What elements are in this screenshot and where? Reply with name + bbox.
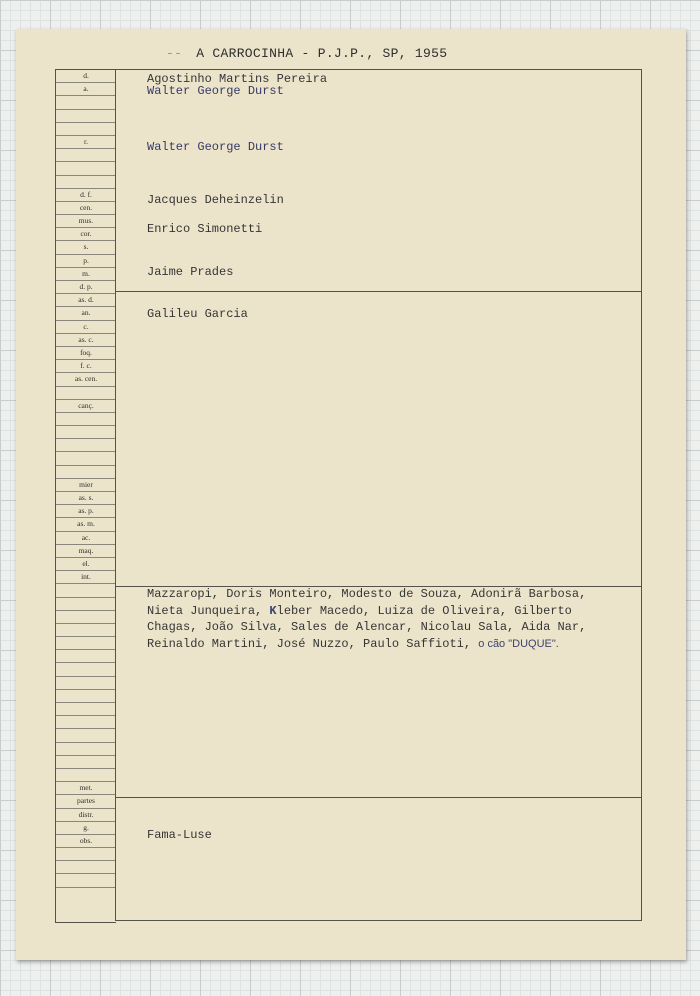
cast-line-4-tail: o cão "DUQUE". — [478, 637, 559, 650]
field-label: mus. — [56, 215, 116, 228]
field-label: as. cen. — [56, 373, 116, 386]
entry-screenplay: Walter George Durst — [147, 140, 284, 154]
entry-producer: Jaime Prades — [147, 265, 234, 279]
field-label — [56, 439, 116, 452]
field-label: cen. — [56, 202, 116, 215]
entry-director: Agostinho Martins Pereira — [147, 72, 328, 86]
film-title: A CARROCINHA - P.J.P., SP, 1955 — [196, 46, 448, 61]
field-label — [56, 387, 116, 400]
field-label — [56, 888, 116, 901]
field-label — [56, 452, 116, 465]
field-label: foq. — [56, 347, 116, 360]
field-label: met. — [56, 782, 116, 795]
field-label — [56, 861, 116, 874]
cast-line-2a: Nieta Junqueira, — [147, 603, 270, 618]
field-label: int. — [56, 571, 116, 584]
field-label — [56, 874, 116, 887]
field-label — [56, 756, 116, 769]
field-label — [56, 123, 116, 136]
credits-box — [115, 69, 642, 292]
field-label — [56, 848, 116, 861]
field-label: canç. — [56, 400, 116, 413]
field-label — [56, 624, 116, 637]
field-label — [56, 703, 116, 716]
entry-argument: Walter George Durst — [147, 84, 284, 98]
field-label: s. — [56, 241, 116, 254]
field-label — [56, 690, 116, 703]
field-label — [56, 598, 116, 611]
field-label: as. p. — [56, 505, 116, 518]
field-label: d. p. — [56, 281, 116, 294]
field-label: as. c. — [56, 334, 116, 347]
field-label: ac. — [56, 532, 116, 545]
field-label: el. — [56, 558, 116, 571]
entry-production-director: Galileu Garcia — [147, 307, 248, 321]
field-label — [56, 611, 116, 624]
cast-line-2b: leber Macedo, Luiza de Oliveira, Gilberto — [276, 603, 572, 618]
field-label — [56, 162, 116, 175]
field-label — [56, 584, 116, 597]
field-label: maq. — [56, 545, 116, 558]
field-label: d. — [56, 70, 116, 83]
field-label — [56, 637, 116, 650]
field-label: obs. — [56, 835, 116, 848]
field-label: an. — [56, 307, 116, 320]
field-label — [56, 743, 116, 756]
field-label — [56, 110, 116, 123]
card-title — [166, 46, 447, 61]
field-label — [56, 677, 116, 690]
field-label — [56, 729, 116, 742]
entry-photography: Jacques Deheinzelin — [147, 193, 284, 207]
cast-line-3: Chagas, João Silva, Sales de Alencar, Nicolau Sala, Aida Nar, — [147, 620, 587, 634]
field-label: as. d. — [56, 294, 116, 307]
index-card — [16, 29, 686, 960]
field-label — [56, 176, 116, 189]
field-label — [56, 466, 116, 479]
field-label: partes — [56, 795, 116, 808]
field-label — [56, 650, 116, 663]
cast-line-1: Mazzaropi, Doris Monteiro, Modesto de Souza, Adonirã Barbosa, — [147, 587, 587, 601]
cast-line-4: Reinaldo Martini, José Nuzzo, Paulo Saffioti, — [147, 636, 479, 651]
cast-list — [147, 586, 647, 652]
title-dash: -- — [166, 46, 183, 61]
field-label: cor. — [56, 228, 116, 241]
field-label: d. f. — [56, 189, 116, 202]
entry-music: Enrico Simonetti — [147, 222, 263, 236]
field-label: m. — [56, 268, 116, 281]
field-label: r. — [56, 136, 116, 149]
field-label: as. s. — [56, 492, 116, 505]
field-label — [56, 663, 116, 676]
entry-distribution: Fama-Luse — [147, 828, 212, 842]
field-label — [56, 769, 116, 782]
field-label — [56, 426, 116, 439]
distribution-box — [115, 797, 642, 921]
field-label: mier — [56, 479, 116, 492]
field-label-column — [55, 69, 116, 923]
field-label — [56, 96, 116, 109]
field-label — [56, 149, 116, 162]
crew-box — [115, 291, 642, 587]
field-label — [56, 716, 116, 729]
field-label: as. m. — [56, 518, 116, 531]
field-label: a. — [56, 83, 116, 96]
field-label: c. — [56, 321, 116, 334]
field-label: f. c. — [56, 360, 116, 373]
field-label: p. — [56, 255, 116, 268]
cast-line-2-mark: K — [269, 603, 277, 618]
field-label — [56, 413, 116, 426]
field-label: g. — [56, 822, 116, 835]
field-label: distr. — [56, 809, 116, 822]
